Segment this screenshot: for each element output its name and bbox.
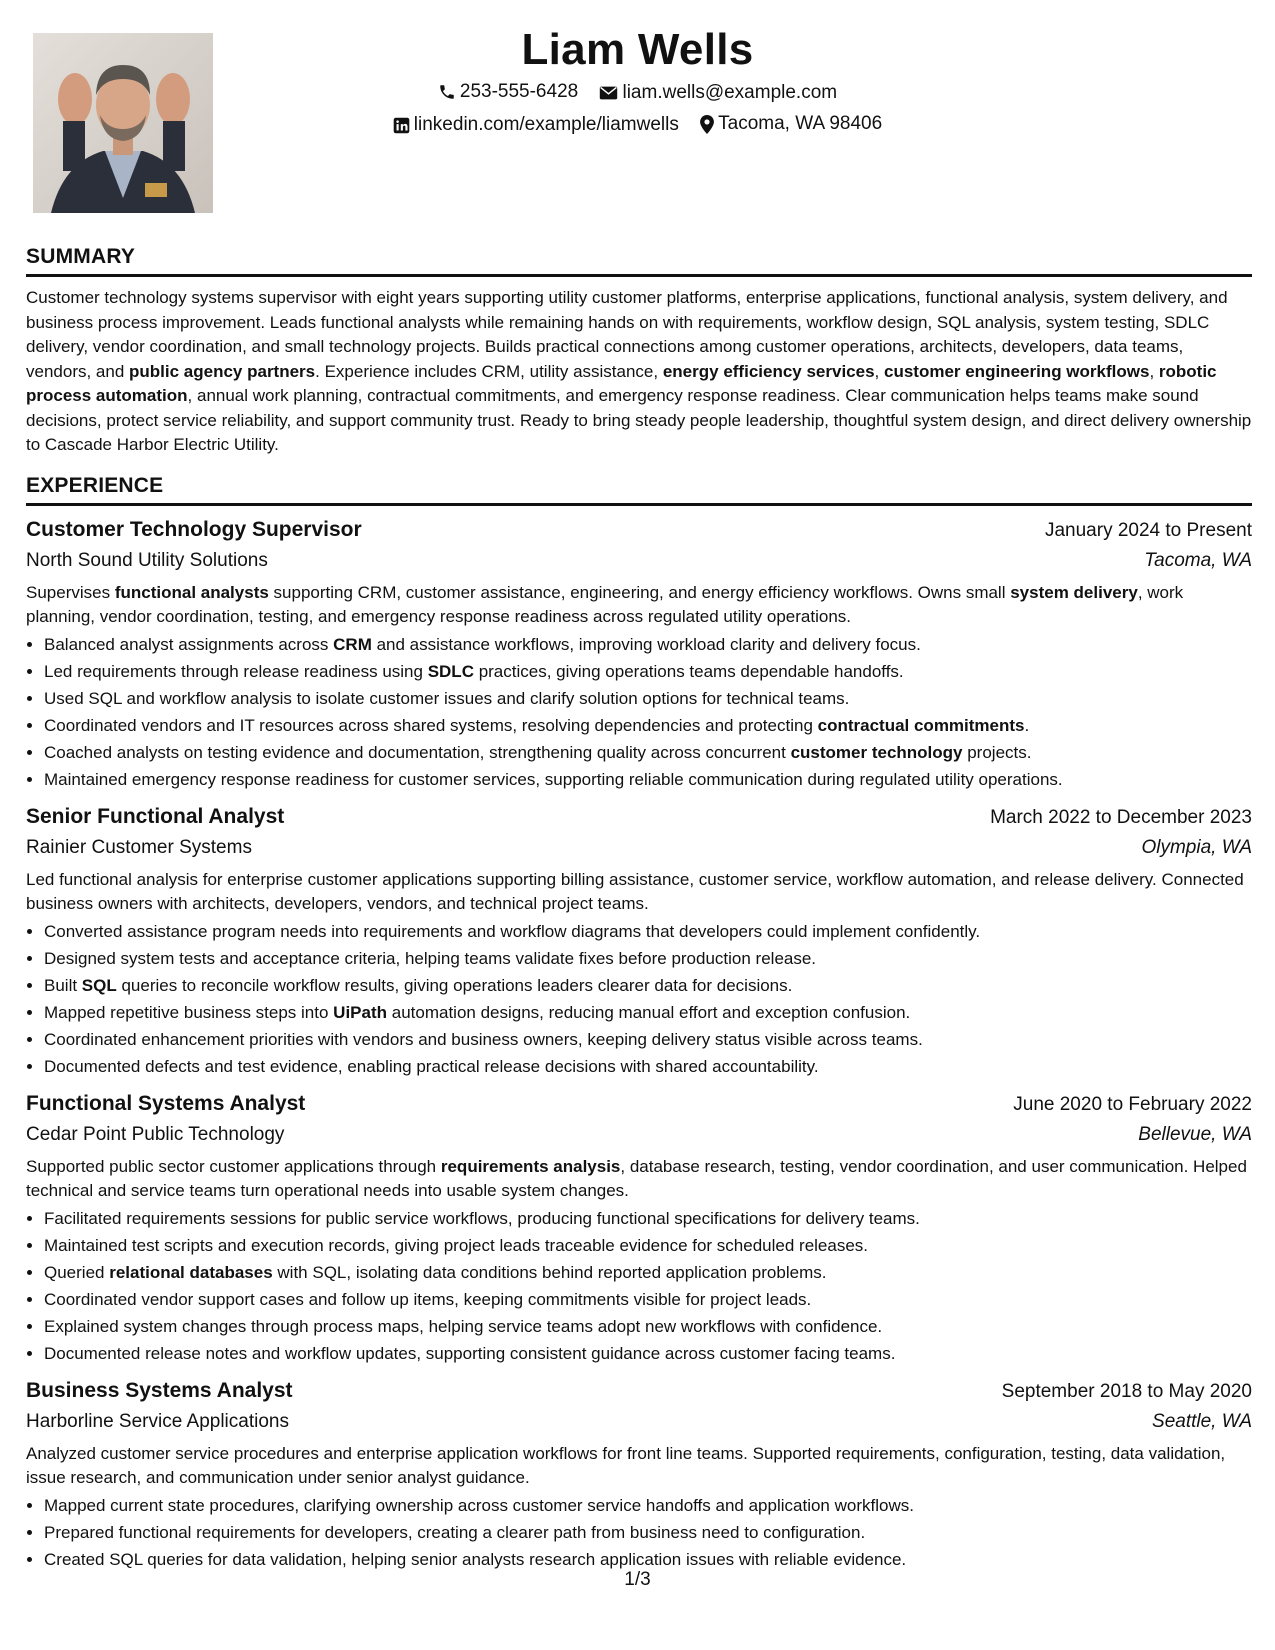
bold-text: contractual commitments	[817, 715, 1025, 735]
job-title: Business Systems Analyst	[26, 1378, 293, 1402]
text-run: , annual work planning, contractual commitments, and emergency response readiness. Clear communication helps teams make sound decisions, protect service reliability, and support community trust. Ready to bring steady people leadership, thoughtful system design, and direct delivery ownership to Cascade Harbor Electric Utility.	[26, 386, 1252, 454]
job-header-row	[26, 1089, 1252, 1120]
text-run: Converted assistance program needs into requirements and workflow diagrams that developers could implement confidently.	[44, 921, 981, 941]
location-contact	[700, 112, 882, 136]
text-run: practices, giving operations teams dependable handoffs.	[473, 661, 904, 681]
text-run: . Experience includes CRM, utility assistance,	[315, 361, 663, 381]
bullet-item	[44, 685, 1252, 712]
page-indicator: 1/3	[624, 1569, 651, 1590]
bold-text: system delivery	[1010, 582, 1138, 602]
bullet-item	[44, 972, 1252, 999]
phone-icon	[438, 83, 456, 101]
bold-text: SQL	[81, 975, 117, 995]
text-run: Explained system changes through process maps, helping service teams adopt new workflows with confidence.	[44, 1316, 883, 1336]
text-run: Supported public sector customer applications through	[26, 1156, 441, 1176]
candidate-name: Liam Wells	[521, 25, 754, 74]
text-run: Documented defects and test evidence, enabling practical release decisions with shared accountability.	[44, 1056, 819, 1076]
linkedin-contact[interactable]	[393, 113, 679, 137]
text-run: and assistance workflows, improving workload clarity and delivery focus.	[371, 634, 921, 654]
company-name: Rainier Customer Systems	[26, 836, 252, 858]
bullet-item	[44, 999, 1252, 1026]
job-title: Functional Systems Analyst	[26, 1091, 306, 1115]
job-description	[26, 1442, 1252, 1490]
text-run: Designed system tests and acceptance criteria, helping teams validate fixes before production release.	[44, 948, 817, 968]
contact-line-primary	[0, 80, 1275, 108]
job-dates: June 2020 to February 2022	[1013, 1093, 1252, 1115]
job-location: Bellevue, WA	[1138, 1123, 1252, 1145]
email-address: liam.wells@example.com	[622, 82, 838, 103]
job-bullets	[26, 1205, 1252, 1367]
bold-text: customer engineering workflows	[883, 361, 1150, 381]
text-run: supporting CRM, customer assistance, engineering, and energy efficiency workflows. Owns small	[268, 582, 1011, 602]
job-title: Customer Technology Supervisor	[26, 517, 362, 541]
text-run: , work planning, vendor coordination, testing, and emergency response readiness across regulated utility operations.	[26, 582, 1184, 626]
text-run: with SQL, isolating data conditions behind reported application problems.	[272, 1262, 827, 1282]
summary-paragraph	[26, 286, 1252, 458]
bullet-item	[44, 631, 1252, 658]
job-bullets	[26, 631, 1252, 793]
text-run: ,	[1149, 361, 1159, 381]
job-dates: September 2018 to May 2020	[1001, 1380, 1252, 1402]
text-run: automation designs, reducing manual effort and exception confusion.	[387, 1002, 911, 1022]
bold-text: functional analysts	[114, 582, 269, 602]
text-run: Created SQL queries for data validation, helping senior analysts research application issues with reliable evidence.	[44, 1549, 907, 1569]
bullet-item	[44, 1519, 1252, 1546]
job-location: Tacoma, WA	[1144, 549, 1252, 571]
bullet-item	[44, 712, 1252, 739]
text-run: Coordinated vendors and IT resources across shared systems, resolving dependencies and protecting	[44, 715, 818, 735]
bullet-item	[44, 1053, 1252, 1080]
job-description	[26, 868, 1252, 916]
text-run: Queried	[44, 1262, 110, 1282]
text-run: Analyzed customer service procedures and enterprise application workflows for front line teams. Supported requirements, configuration, testing, data validation, issue research, and communication under senior analyst guidance.	[26, 1443, 1226, 1487]
text-run: Supervises	[26, 582, 115, 602]
bullet-item	[44, 1492, 1252, 1519]
bullet-item	[44, 1286, 1252, 1313]
bold-text: customer technology	[790, 742, 963, 762]
text-run: , database research, testing, vendor coordination, and user communication. Helped technical and service teams turn operational needs into usable system changes.	[26, 1156, 1247, 1200]
bullet-item	[44, 658, 1252, 685]
text-run: Balanced analyst assignments across	[44, 634, 334, 654]
bullet-item	[44, 739, 1252, 766]
bullet-item	[44, 1340, 1252, 1367]
bullet-item	[44, 918, 1252, 945]
job-dates: March 2022 to December 2023	[990, 806, 1252, 828]
experience-heading: EXPERIENCE	[26, 472, 1252, 506]
text-run: Documented release notes and workflow updates, supporting consistent guidance across customer facing teams.	[44, 1343, 896, 1363]
text-run: Coached analysts on testing evidence and documentation, strengthening quality across concurrent	[44, 742, 791, 762]
resume-content	[26, 243, 1252, 1582]
text-run: .	[1024, 715, 1030, 735]
text-run: projects.	[962, 742, 1032, 762]
text-run: Maintained test scripts and execution records, giving project leads traceable evidence for scheduled releases.	[44, 1235, 869, 1255]
bold-text: relational databases	[109, 1262, 273, 1282]
job-dates: January 2024 to Present	[1044, 519, 1252, 541]
text-run: queries to reconcile workflow results, giving operations leaders clearer data for decisions.	[116, 975, 793, 995]
bold-text: SDLC	[427, 661, 474, 681]
text-run: Customer technology systems supervisor with eight years supporting utility customer platforms, enterprise applications, functional analysis, system delivery, and business process improvement. Leads functional analysts while remaining hands on with requirements, workflow design, SQL analysis, system testing, SDLC delivery, vendor coordination, and small technology projects. Builds practical connections among customer operations, architects, developers, data teams, vendors, and	[26, 288, 1228, 381]
text-run: Coordinated enhancement priorities with vendors and business owners, keeping delivery status visible across teams.	[44, 1029, 923, 1049]
bullet-item	[44, 1026, 1252, 1053]
linkedin-url: linkedin.com/example/liamwells	[413, 114, 679, 135]
job-entry	[26, 1089, 1252, 1367]
bold-text: UiPath	[333, 1002, 388, 1022]
envelope-icon	[599, 85, 618, 101]
bold-text: robotic process automation	[26, 361, 1217, 405]
text-run: Facilitated requirements sessions for public service workflows, producing functional specifications for delivery teams.	[44, 1208, 920, 1228]
bold-text: public agency partners	[129, 361, 316, 381]
phone-contact[interactable]	[438, 80, 578, 104]
job-title: Senior Functional Analyst	[26, 804, 285, 828]
bullet-item	[44, 1232, 1252, 1259]
bullet-item	[44, 1259, 1252, 1286]
job-company-row	[26, 1120, 1252, 1150]
map-pin-icon	[700, 115, 714, 134]
job-location: Olympia, WA	[1141, 836, 1252, 858]
job-entry	[26, 802, 1252, 1080]
text-run: Used SQL and workflow analysis to isolate customer issues and clarify solution options for technical teams.	[44, 688, 850, 708]
text-run: Built	[44, 975, 82, 995]
location-text: Tacoma, WA 98406	[718, 113, 883, 134]
job-entry	[26, 515, 1252, 793]
company-name: Harborline Service Applications	[26, 1410, 289, 1432]
bold-text: requirements analysis	[440, 1156, 621, 1176]
job-bullets	[26, 1492, 1252, 1573]
job-description	[26, 581, 1252, 629]
contact-line-secondary	[0, 112, 1275, 141]
text-run: Mapped repetitive business steps into	[44, 1002, 334, 1022]
bold-text: CRM	[333, 634, 372, 654]
email-contact[interactable]	[599, 81, 837, 105]
job-entry	[26, 1376, 1252, 1573]
experience-list	[26, 515, 1252, 1573]
job-header-row	[26, 802, 1252, 833]
job-header-row	[26, 1376, 1252, 1407]
linkedin-icon	[393, 117, 410, 134]
job-company-row	[26, 1407, 1252, 1437]
job-company-row	[26, 546, 1252, 576]
job-description	[26, 1155, 1252, 1203]
text-run: Coordinated vendor support cases and follow up items, keeping commitments visible for project leads.	[44, 1289, 812, 1309]
company-name: Cedar Point Public Technology	[26, 1123, 285, 1145]
bullet-item	[44, 1205, 1252, 1232]
bullet-item	[44, 766, 1252, 793]
summary-heading: SUMMARY	[26, 243, 1252, 277]
job-location: Seattle, WA	[1152, 1410, 1252, 1432]
text-run: Prepared functional requirements for developers, creating a clearer path from business need to configuration.	[44, 1522, 866, 1542]
job-bullets	[26, 918, 1252, 1080]
text-run: Led functional analysis for enterprise customer applications supporting billing assistance, customer service, workflow automation, and release delivery. Connected business owners with architects, developers, vendors, and technical project teams.	[26, 869, 1244, 913]
job-header-row	[26, 515, 1252, 546]
bullet-item	[44, 1313, 1252, 1340]
text-run: Maintained emergency response readiness for customer services, supporting reliable communication during regulated utility operations.	[44, 769, 1063, 789]
text-run: Led requirements through release readiness using	[44, 661, 428, 681]
job-company-row	[26, 833, 1252, 863]
text-run: Mapped current state procedures, clarifying ownership across customer service handoffs and application workflows.	[44, 1495, 914, 1515]
company-name: North Sound Utility Solutions	[26, 549, 268, 571]
text-run: ,	[874, 361, 884, 381]
bold-text: energy efficiency services	[662, 361, 875, 381]
phone-number: 253-555-6428	[459, 81, 579, 102]
bullet-item	[44, 945, 1252, 972]
